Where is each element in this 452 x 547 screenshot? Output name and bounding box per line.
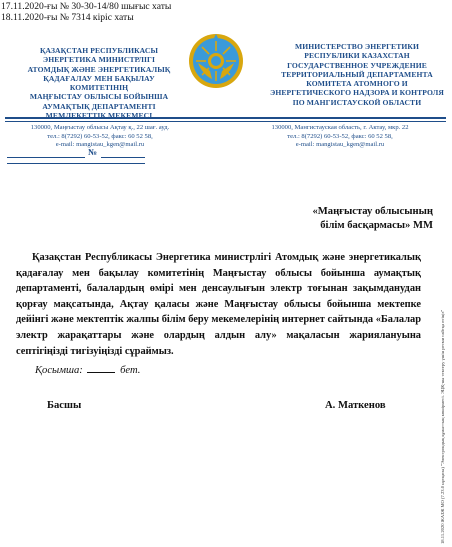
org-name-kazakh	[14, 46, 184, 120]
state-emblem-icon	[188, 33, 244, 89]
address-ru-line: 130000, Мангистауская область, г. Актау, мкр. 22	[271, 124, 409, 131]
outgoing-registration: 17.11.2020-ғы № 30-30-14/80 шығыс хаты	[1, 1, 172, 12]
org-kz-line: АТОМДЫҚ ЖӘНЕ ЭНЕРГЕТИКАЛЫҚ	[27, 64, 171, 74]
address-ru-line: e-mail: mangistau_kgen@mail.ru	[295, 141, 385, 149]
addressee-line: білім басқармасы» ММ	[320, 219, 433, 231]
signer-title: Басшы	[47, 400, 82, 411]
addressee-line: «Маңғыстау облысының	[312, 206, 433, 217]
org-kz-line: ЭНЕРГЕТИКА МИНИСТРЛІГІ	[42, 55, 156, 65]
org-ru-line: ГОСУДАРСТВЕННОЕ УЧРЕЖДЕНИЕ	[287, 60, 427, 70]
edoc-verification-note: 18.11.2020 ЖАЗЖ МО (7.23.0 нұсқасы) "Электрондық құжаттың көшірмесі. ЭЦҚ-ны тексеру үшін ресми сайтқа өтіңіз"	[440, 309, 445, 544]
number-symbol: №	[88, 147, 98, 157]
attachment-unit: бет.	[120, 365, 141, 376]
org-kz-line: АУМАҚТЫҚ ДЕПАРТАМЕНТІ	[42, 101, 156, 111]
incoming-registration: 18.11.2020-ғы № 7314 кіріс хаты	[1, 12, 134, 23]
addressee-block	[255, 205, 433, 232]
signer-name: А. Маткенов	[325, 400, 386, 411]
reference-blank-line	[7, 163, 145, 164]
address-ru-line: тел.: 8(7292) 60-53-52, факс: 60 52 58,	[287, 132, 393, 140]
org-ru-line: ПО МАНГИСТАУСКОЙ ОБЛАСТИ	[292, 97, 422, 107]
org-kz-line: МАҢҒЫСТАУ ОБЛЫСЫ БОЙЫНША	[29, 92, 169, 102]
address-kz-line: 130000, Маңғыстау облысы Ақтау қ., 22 шағ. ауд.	[30, 124, 170, 131]
address-russian	[240, 124, 440, 150]
number-blank-line	[101, 157, 145, 158]
org-name-russian	[262, 42, 452, 107]
org-ru-line: ЭНЕРГЕТИЧЕСКОГО НАДЗОРА И КОНТРОЛЯ	[270, 88, 444, 98]
letter-body: Қазақстан Республикасы Энергетика министрлігі Атомдық және энергетикалық қадағалау мен бақылау комитетінің Маңғыстау облысы бойынша аумақтық департаменті, балалардың өмірі мен денсаулығын электр тоғынан зақымданудан қорғау мақсатында, Ақтау қаласы және Маңғыстау облысы бойынша мектепке дейінгі және мектептік жалпы білім беру мекемелерінің интернет сайтында «Балалар электр жарақаттары және олардың алдын алу» мақаласын жариялануына септігіңізді тигізуіңізді сұраймыз.	[16, 252, 421, 357]
attachment-label: Қосымша:	[35, 365, 83, 376]
document-number-field	[7, 148, 145, 160]
letterhead-divider-thick	[5, 117, 446, 119]
attachment-line	[35, 363, 140, 376]
letterhead-divider-thin	[5, 121, 446, 122]
org-ru-line: ТЕРРИТОРИАЛЬНЫЙ ДЕПАРТАМЕНТА	[281, 69, 433, 79]
org-kz-line: ҚАДАҒАЛАУ МЕН БАҚЫЛАУ КОМИТЕТІНІҢ	[43, 73, 155, 93]
attachment-pages-blank	[87, 363, 115, 373]
date-blank-line	[7, 157, 85, 158]
org-ru-line: КОМИТЕТА АТОМНОГО И	[306, 79, 408, 89]
org-kz-line: МЕМЛЕКЕТТІК МЕКЕМЕСІ	[45, 111, 153, 121]
address-kz-line: тел.: 8(7292) 60-53-52, факс: 60 52 58,	[47, 132, 153, 140]
address-kazakh	[5, 124, 195, 150]
org-ru-line: МИНИСТЕРСТВО ЭНЕРГЕТИКИ	[295, 42, 419, 51]
org-ru-line: РЕСПУБЛИКИ КАЗАХСТАН	[304, 51, 410, 61]
org-kz-line: ҚАЗАҚСТАН РЕСПУБЛИКАСЫ	[39, 46, 159, 55]
address-kz-line: e-mail: mangistau_kgen@mail.ru	[55, 141, 145, 149]
